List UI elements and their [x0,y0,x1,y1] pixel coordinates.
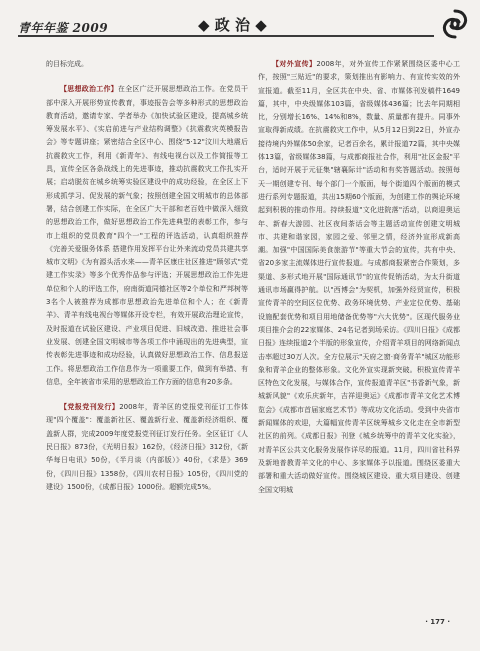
swirl-ornament-icon [438,7,472,41]
section-body-external-publicity: 2008年，对外宣传工作紧紧围绕区委中心工作，按照"三贴近"的要求，策划推出有影响力、有宣传实效的外宣报道。截至11月，全区共在中央、省、市媒体刊发稿件1649篇，其中，中央级媒体103篇，省级媒体436篇；比去年同期相比，分别增长16%、14%和8%，数量、质量都有提升。同事外宣取得新成绩。在抗震救灾工作中，从5月12日到22日，外宣办接待境内外媒体50余家，记者百余名，累计报道72篇，其中央媒体13篇，省级媒体38篇，与成都商报社合作，利用"社区金报"平台，适时开展于元征集"辖襄际计"活动和有奖答题活动。按照每天一期创建专刊、每个部门一个版面，每个街道四个版面的模式进行系列专题报道，共出15期60个版面，为创建工作的舆论环境起到积极的推动作用。持续报道"文化进院落"活动，以商迎奥运年、新春大游园、社区夜间茶话会等主题活动宣传创建文明城市、共建和谐家园，家园之爱、邻里之情，经济外宣形成新高潮。加强"中国国际美食旅游节"等重大节会的宣传，共有中央、省20多家主流媒体进行宣传报道。与成都商报紧密合作策划，多渠道、多形式地开展"国际通讯节"的宣传促销活动，为太升街道通讯市场赢得护航。以"西博会"为契机，加强外经贸宣传，积极宣传青羊的空间区位优势、政务环境优势、产业定位优势、基础设施配套优势和项目用地储备优势等"六大优势"。区现代服务业项目推介会的22家媒体、24名记者到场采访。《四川日报》《成都日报》连续报道2个半版的形象宣传，介绍青羊项目的网络新闻点击率超过30万人次。全方位展示"天府之窗·商务青羊"城区功能形象和青羊企业的整体形象。文化外宣实现新突破。积极宣传青羊区特色文化发展，与媒体合作，宣传报道青羊区"书香新气象，新城新风貌"《欢乐庆新年，吉祥迎奥运》《成都市青羊文化艺术博览会》《成都市首届家庭艺术节》等成功文化活动。受到中央省市新闻媒体的欢迎，大篇幅宣传青羊区统筹城乡文化走在全市新型社区的前列。《成都日报》刊登《城乡统筹中的青羊文化实验》，对青羊区公共文化服务发展作详尽的报道。11月，四川省社科界及新地普教青羊文化的中心、多家媒体予以报道。围绕区委重大部署和重大活动做好宣传。围绕城区建设、重大项目建设、创建全国文明城 [258,60,460,494]
section-thought-work [46,83,248,389]
section-external-publicity [258,58,460,497]
intro-text: 的目标完成。 [46,60,88,68]
page-header [0,0,480,50]
left-column [46,58,248,494]
section-title-thought-work: 【思想政治工作】 [60,85,118,94]
page-number: · 177 · [425,618,450,626]
yearbook-title: 青年年鉴 2009 [18,21,109,35]
section-title: ◆ 政 治 ◆ [198,16,267,34]
section-title-party-papers: 【党报党刊发行】 [60,403,120,412]
section-body-thought-work: 在全区广泛开展思想政治工作。在党员干部中深入开展形势宣传教育，事迹报告会等多种形式的思想政治教育活动，邀请专家、学者举办《加快试验区建设，提高城乡统筹发展水平》、《实启前进与产业结构调整》《抗震救灾英模报告会》等专题讲座；紧密结合全区中心、围绕"5·12"汶川大地震后抗震救灾工作，利用《新青年》、有线电视台以及工作简报等工具，宣传全区各条战线上的先进事迹，推动抗震救灾工作扎实开展；启动脱贫在城乡统筹实验区建设中的成功经验，在全区上下形成抓学习、促发展的新气象；按照创建全国文明城市的总体部署，结合创建工作实际，在全区广大干部和老百姓中做深入细致的思想政治工作，做好思想政治工作先进典型的表彰工作，参与市上组织的党员教育"四个一"工程的评选活动，认真组织推荐《完善关爱服务体系 搭建作用发挥平台让外来流动党员共建共享城市文明》《为有源头活水来——青羊区康庄社区推进"顾邻式"党建工作实录》等多个优秀作品参与评选；开展思想政治工作先进单位和个人的评选工作，府南街道同德社区等2个单位和严邦树等3名个人被推荐为成都市思想政治先进单位和个人；在《新青羊》、青羊有线电视台等媒体开设专栏，有效开展政治理论宣传，及时报道在试验区建设、产业项目促进、旧城改造、推进社会事业发展、创建全国文明城市等各项工作中涌现出的先进典型，宣传表彰先进事迹和成功经验，认真做好思想政治工作、信息报送工作。将思想政治工作信息作为一项重要工作，做到有举措、有信息，全年被省市采用的思想政治工作方面的信息有20多条。 [46,85,249,386]
section-party-papers [46,401,248,494]
section-body-party-papers: 2008年，青羊区的党报党刊征订工作体现"四个覆盖"：覆盖新社区、覆盖新行业、覆盖新经济组织、覆盖新人群，完成2009年度党报党刊征订发行任务。全区征订《人民日报》873份，《光明日报》162份，《经济日报》312份，《新华每日电讯》50份，《半月谈（内部版）》40份，《求是》369份，《四川日报》1358份，《四川农村日报》105份，《四川党的建设》1500份，《成都日报》1000份。超额完成5%。 [46,403,248,491]
right-column [258,58,460,497]
section-title-external-publicity: 【对外宣传】 [272,60,317,68]
header-rule [18,35,434,37]
